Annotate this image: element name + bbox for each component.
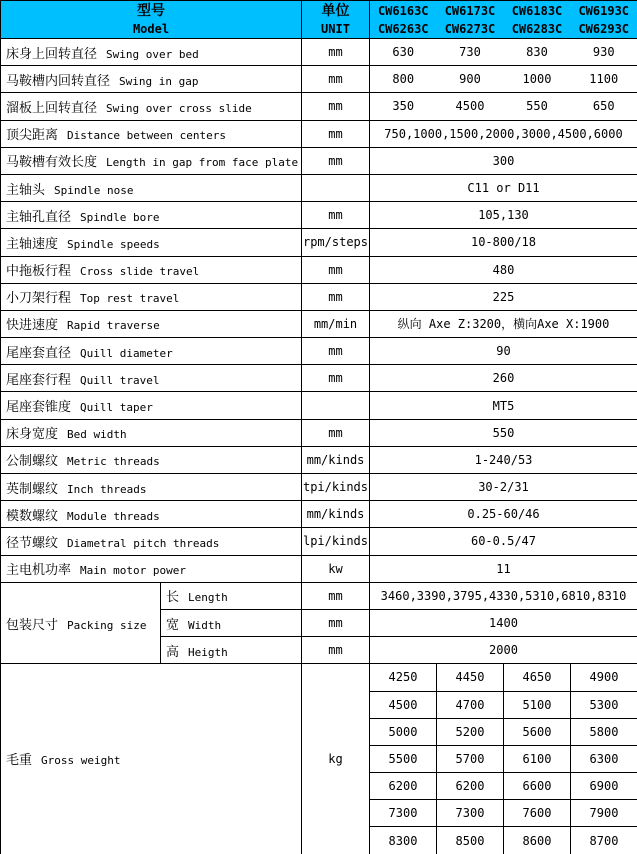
header-model-col-0 (370, 1, 437, 39)
header-model-cell (1, 1, 302, 39)
row-label (161, 582, 302, 609)
row-label (1, 39, 302, 66)
table-header-row (1, 1, 637, 39)
weight-cell: 8500 (437, 827, 504, 854)
row-label (1, 501, 302, 528)
row-metric-threads (1, 446, 637, 473)
label-en: Swing in gap (119, 74, 199, 88)
label-en: Gross weight (41, 754, 121, 768)
row-value: 260 (370, 365, 637, 392)
row-unit: mm (302, 637, 370, 664)
row-unit: mm (302, 202, 370, 229)
row-unit: lpi/kinds (302, 528, 370, 555)
row-label (1, 174, 302, 201)
label-en: Packing size (67, 618, 147, 632)
row-value: 550 (504, 93, 571, 120)
row-label (1, 474, 302, 501)
label-en: Width (188, 618, 222, 632)
label-en: Module threads (67, 509, 160, 523)
model-code: CW6183C (511, 3, 563, 18)
row-value: 225 (370, 283, 637, 310)
label-zh: 尾座套行程 (6, 372, 72, 388)
label-zh: 主电机功率 (6, 563, 72, 579)
row-value: 480 (370, 256, 637, 283)
label-en: Length in gap from face plate (106, 156, 299, 170)
weight-cell: 5600 (504, 718, 571, 745)
row-unit: mm/kinds (302, 446, 370, 473)
label-zh: 小刀架行程 (6, 291, 72, 307)
label-zh: 长 (166, 590, 180, 606)
row-bed-width (1, 419, 637, 446)
row-spindle-speeds (1, 229, 637, 256)
weight-cell: 5100 (504, 691, 571, 718)
row-value: 730 (437, 39, 504, 66)
label-en: Spindle nose (54, 183, 134, 197)
weight-cell: 5500 (370, 745, 437, 772)
header-model-col-2 (504, 1, 571, 39)
weight-cell: 8300 (370, 827, 437, 854)
label-en: Swing over bed (106, 47, 199, 61)
label-zh: 高 (166, 644, 180, 660)
row-label (1, 147, 302, 174)
row-value: 1400 (370, 609, 637, 636)
row-value: 750,1000,1500,2000,3000,4500,6000 (370, 120, 637, 147)
row-value: 3460,3390,3795,4330,5310,6810,8310 (370, 582, 637, 609)
row-value: 105,130 (370, 202, 637, 229)
label-zh: 顶尖距离 (6, 128, 59, 144)
model-code: CW6293C (578, 21, 630, 36)
weight-cell: 6600 (504, 773, 571, 800)
row-value: 350 (370, 93, 437, 120)
weight-cell: 7600 (504, 800, 571, 827)
row-value: 650 (571, 93, 637, 120)
row-unit: mm (302, 419, 370, 446)
label-en: Length (188, 591, 228, 605)
row-diametral-pitch-threads (1, 528, 637, 555)
label-en: Metric threads (67, 455, 160, 469)
header-model-en: Model (132, 21, 170, 36)
row-label (1, 202, 302, 229)
label-zh: 主轴速度 (6, 236, 59, 252)
weight-cell: 5300 (571, 691, 637, 718)
row-swing-over-bed (1, 39, 637, 66)
row-unit: mm (302, 609, 370, 636)
label-en: Main motor power (80, 564, 186, 578)
label-zh: 主轴头 (6, 182, 46, 198)
model-code: CW6263C (377, 21, 429, 36)
weight-cell: 8700 (571, 827, 637, 854)
header-model-col-3 (571, 1, 637, 39)
row-swing-in-gap (1, 66, 637, 93)
row-label (1, 446, 302, 473)
row-value: 900 (437, 66, 504, 93)
row-cross-slide-travel (1, 256, 637, 283)
label-en: Swing over cross slide (106, 101, 252, 115)
weight-cell: 8600 (504, 827, 571, 854)
row-value: 1100 (571, 66, 637, 93)
row-unit: mm/kinds (302, 501, 370, 528)
row-value: 4500 (437, 93, 504, 120)
label-zh: 尾座套锥度 (6, 400, 72, 416)
row-value: C11 or D11 (370, 174, 637, 201)
weight-cell: 5200 (437, 718, 504, 745)
model-code: CW6273C (444, 21, 496, 36)
row-main-motor-power (1, 555, 637, 582)
label-en: Rapid traverse (67, 319, 160, 333)
row-value: 30-2/31 (370, 474, 637, 501)
row-unit: mm (302, 338, 370, 365)
row-unit: mm (302, 39, 370, 66)
row-label (1, 120, 302, 147)
row-value: 11 (370, 555, 637, 582)
label-en: Diametral pitch threads (67, 536, 220, 550)
weight-cell: 6300 (571, 745, 637, 772)
row-value: 1000 (504, 66, 571, 93)
label-zh: 毛重 (6, 753, 33, 769)
label-zh: 快进速度 (6, 318, 59, 334)
header-unit-zh: 单位 (321, 2, 350, 19)
weight-cell: 6200 (370, 773, 437, 800)
weight-cell: 6200 (437, 773, 504, 800)
row-swing-over-cross-slide (1, 93, 637, 120)
row-label (1, 365, 302, 392)
label-en: Quill taper (80, 401, 153, 415)
weight-cell: 7900 (571, 800, 637, 827)
row-label (1, 528, 302, 555)
label-zh: 马鞍槽有效长度 (6, 155, 98, 171)
row-value: 830 (504, 39, 571, 66)
label-zh: 马鞍槽内回转直径 (6, 73, 111, 89)
weight-cell: 6900 (571, 773, 637, 800)
model-code: CW6193C (578, 3, 630, 18)
weight-cell: 5000 (370, 718, 437, 745)
row-unit: mm/min (302, 310, 370, 337)
label-en: Cross slide travel (80, 265, 200, 279)
label-en: Quill diameter (80, 346, 173, 360)
row-label (1, 283, 302, 310)
label-en: Inch threads (67, 482, 147, 496)
model-code: CW6283C (511, 21, 563, 36)
row-spindle-bore (1, 202, 637, 229)
header-unit-en: UNIT (321, 21, 350, 36)
row-label (1, 229, 302, 256)
row-distance-between-centers (1, 120, 637, 147)
row-top-rest-travel (1, 283, 637, 310)
row-length-in-gap (1, 147, 637, 174)
weight-cell: 7300 (437, 800, 504, 827)
row-label (1, 256, 302, 283)
row-gross-weight-0 (1, 664, 637, 691)
label-zh: 溜板上回转直径 (6, 100, 98, 116)
model-code: CW6163C (377, 3, 429, 18)
row-label (1, 555, 302, 582)
weight-cell: 5800 (571, 718, 637, 745)
row-unit: mm (302, 582, 370, 609)
row-unit: mm (302, 365, 370, 392)
row-label (161, 637, 302, 664)
model-code: CW6173C (444, 3, 496, 18)
row-quill-travel (1, 365, 637, 392)
label-en: Top rest travel (80, 292, 180, 306)
row-spindle-nose (1, 174, 637, 201)
gross-weight-label (1, 664, 302, 854)
label-zh: 主轴孔直径 (6, 209, 72, 225)
row-packing-length (1, 582, 637, 609)
row-unit: mm (302, 256, 370, 283)
row-label (1, 419, 302, 446)
weight-cell: 4500 (370, 691, 437, 718)
row-value: 2000 (370, 637, 637, 664)
label-en: Spindle speeds (67, 237, 160, 251)
row-module-threads (1, 501, 637, 528)
row-value: 0.25-60/46 (370, 501, 637, 528)
weight-cell: 6100 (504, 745, 571, 772)
label-zh: 床身宽度 (6, 427, 59, 443)
label-zh: 宽 (166, 617, 180, 633)
row-label (1, 338, 302, 365)
weight-cell: 4900 (571, 664, 637, 691)
row-unit: mm (302, 120, 370, 147)
label-zh: 模数螺纹 (6, 508, 59, 524)
row-value: 60-0.5/47 (370, 528, 637, 555)
row-value: 630 (370, 39, 437, 66)
row-label (1, 66, 302, 93)
row-value: 550 (370, 419, 637, 446)
label-en: Bed width (67, 428, 127, 442)
label-zh: 英制螺纹 (6, 481, 59, 497)
row-value: 1-240/53 (370, 446, 637, 473)
row-unit: mm (302, 66, 370, 93)
label-zh: 公制螺纹 (6, 454, 59, 470)
row-value: 10-800/18 (370, 229, 637, 256)
row-label (161, 609, 302, 636)
row-value: 90 (370, 338, 637, 365)
label-zh: 尾座套直径 (6, 345, 72, 361)
row-value: 纵向 Axe Z:3200，横向Axe X:1900 (370, 310, 637, 337)
gross-weight-unit: kg (302, 664, 370, 854)
weight-cell: 4650 (504, 664, 571, 691)
row-value: 300 (370, 147, 637, 174)
row-label (1, 93, 302, 120)
label-zh: 中拖板行程 (6, 264, 72, 280)
label-en: Spindle bore (80, 210, 160, 224)
label-en: Heigth (188, 645, 228, 659)
row-unit: mm (302, 147, 370, 174)
packing-group-label (1, 582, 161, 664)
header-unit-cell (302, 1, 370, 39)
weight-cell: 5700 (437, 745, 504, 772)
label-zh: 径节螺纹 (6, 535, 59, 551)
weight-cell: 4250 (370, 664, 437, 691)
header-model-zh: 型号 (137, 2, 165, 19)
row-rapid-traverse (1, 310, 637, 337)
row-value: 930 (571, 39, 637, 66)
row-label (1, 310, 302, 337)
row-unit: mm (302, 93, 370, 120)
row-quill-taper (1, 392, 637, 419)
row-unit: mm (302, 283, 370, 310)
row-inch-threads (1, 474, 637, 501)
weight-cell: 4450 (437, 664, 504, 691)
row-unit: tpi/kinds (302, 474, 370, 501)
label-en: Distance between centers (67, 129, 226, 143)
label-zh: 床身上回转直径 (6, 46, 98, 62)
row-quill-diameter (1, 338, 637, 365)
row-value: 800 (370, 66, 437, 93)
header-model-col-1 (437, 1, 504, 39)
row-unit: kw (302, 555, 370, 582)
row-label (1, 392, 302, 419)
weight-cell: 7300 (370, 800, 437, 827)
label-en: Quill travel (80, 373, 160, 387)
row-unit (302, 174, 370, 201)
weight-cell: 4700 (437, 691, 504, 718)
row-unit (302, 392, 370, 419)
label-zh: 包装尺寸 (6, 617, 59, 633)
row-unit: rpm/steps (302, 229, 370, 256)
row-value: MT5 (370, 392, 637, 419)
